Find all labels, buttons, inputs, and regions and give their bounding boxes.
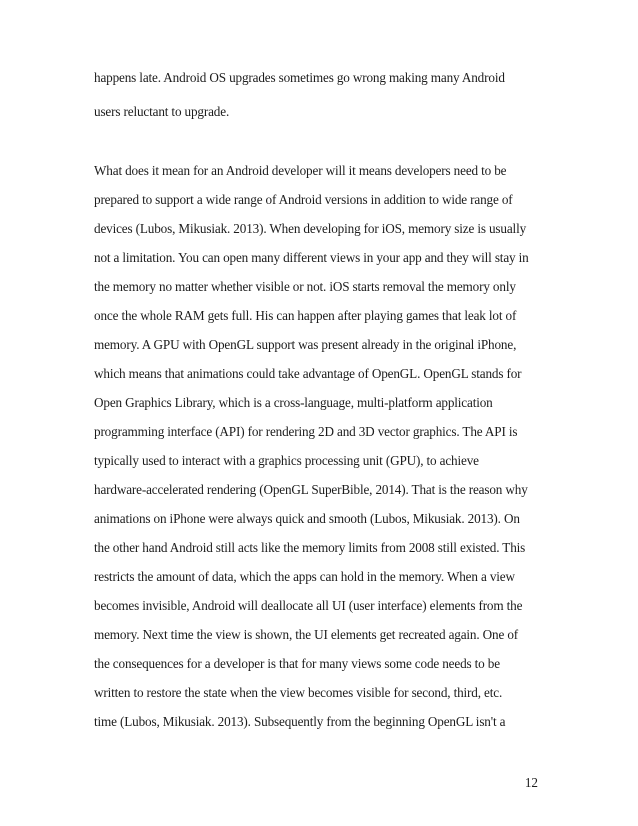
- text-line: devices (Lubos, Mikusiak. 2013). When developing for iOS, memory size is usually: [94, 221, 527, 236]
- text-line: the consequences for a developer is that for many views some code needs to be: [94, 656, 500, 671]
- text-line: memory. A GPU with OpenGL support was present already in the original iPhone,: [94, 337, 517, 352]
- text-line: the memory no matter whether visible or not. iOS starts removal the memory only: [94, 279, 516, 294]
- text-line: happens late. Android OS upgrades sometimes go wrong making many Android: [94, 70, 505, 85]
- text-line: typically used to interact with a graphics processing unit (GPU), to achieve: [94, 453, 479, 468]
- text-line: What does it mean for an Android developer will it means developers need to be: [94, 163, 507, 178]
- text-line: users reluctant to upgrade.: [94, 104, 230, 119]
- text-line: hardware-accelerated rendering (OpenGL SuperBible, 2014). That is the reason why: [94, 482, 528, 497]
- text-line: programming interface (API) for rendering 2D and 3D vector graphics. The API is: [94, 424, 518, 439]
- text-line: Open Graphics Library, which is a cross-language, multi-platform application: [94, 395, 493, 410]
- text-line: animations on iPhone were always quick and smooth (Lubos, Mikusiak. 2013). On: [94, 511, 520, 526]
- page-number: 12: [524, 775, 538, 790]
- text-line: not a limitation. You can open many different views in your app and they will stay in: [94, 250, 529, 265]
- text-line: the other hand Android still acts like the memory limits from 2008 still existed. This: [94, 540, 526, 555]
- text-line: which means that animations could take advantage of OpenGL. OpenGL stands for: [94, 366, 522, 381]
- text-line: memory. Next time the view is shown, the UI elements get recreated again. One of: [94, 627, 519, 642]
- text-line: written to restore the state when the view becomes visible for second, third, etc.: [94, 685, 503, 700]
- text-line: once the whole RAM gets full. His can happen after playing games that leak lot of: [94, 308, 517, 323]
- text-line: restricts the amount of data, which the apps can hold in the memory. When a view: [94, 569, 515, 584]
- text-line: time (Lubos, Mikusiak. 2013). Subsequently from the beginning OpenGL isn't a: [94, 714, 506, 729]
- text-line: prepared to support a wide range of Android versions in addition to wide range of: [94, 192, 513, 207]
- text-line: becomes invisible, Android will deallocate all UI (user interface) elements from the: [94, 598, 523, 613]
